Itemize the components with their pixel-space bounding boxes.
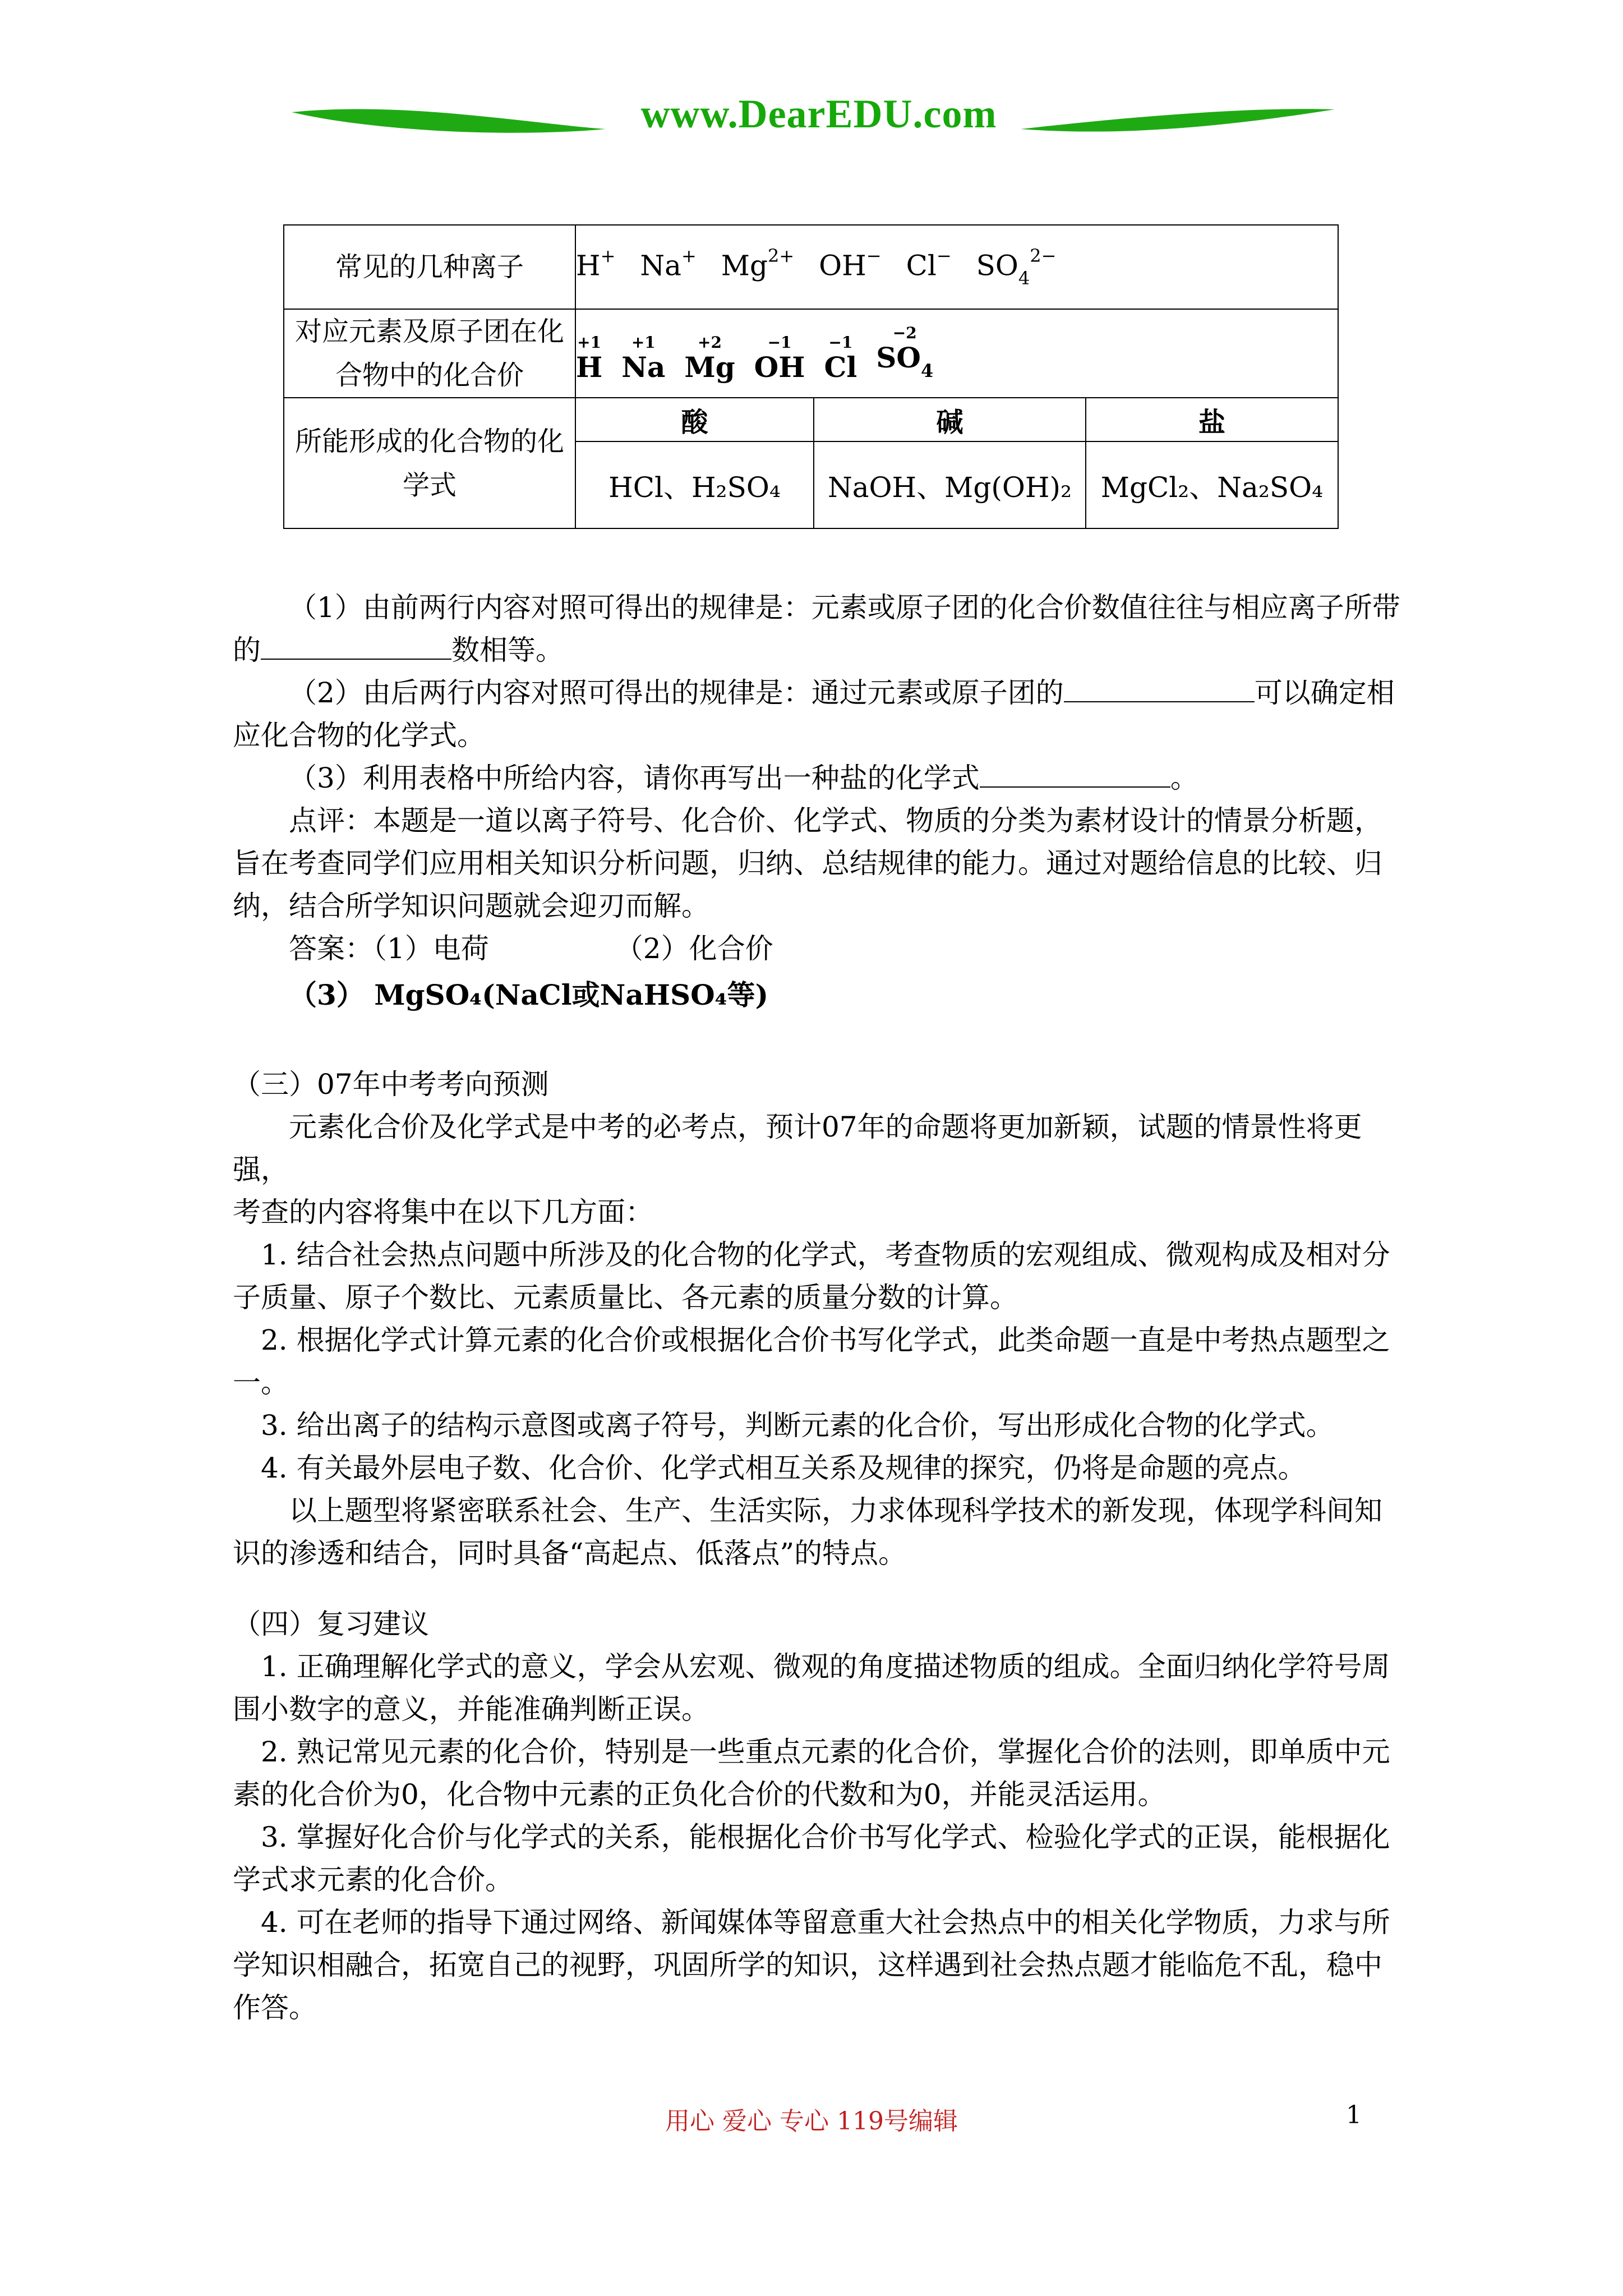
- section-3-para-1b: 考查的内容将集中在以下几方面：: [233, 1196, 653, 1228]
- ion-symbol: Cl−: [906, 245, 952, 282]
- section-4-item-3a: 3. 掌握好化合价与化学式的关系，能根据化合价书写化学式、检验化学式的正误，能根据化: [261, 1821, 1390, 1853]
- ion-list: [575, 225, 1338, 309]
- section-4-item-3b: 学式求元素的化合价。: [233, 1864, 513, 1896]
- row-label-ions: 常见的几种离子: [284, 225, 575, 309]
- section-4-item-4a: 4. 可在老师的指导下通过网络、新闻媒体等留意重大社会热点中的相关化学物质，力求与所: [261, 1906, 1390, 1939]
- section-4-title: （四）复习建议: [233, 1608, 429, 1640]
- ion-symbol: H+: [576, 245, 616, 282]
- valence-symbol: +1 Na: [621, 333, 666, 384]
- valence-list: [575, 309, 1338, 398]
- valence-symbol: +2 Mg: [684, 333, 735, 384]
- comment-line-2: 旨在考查同学们应用相关知识分析问题，归纳、总结规律的能力。通过对题给信息的比较、归: [233, 847, 1382, 880]
- section-3-item-4: 4. 有关最外层电子数、化合价、化学式相互关系及规律的探究，仍将是命题的亮点。: [261, 1452, 1306, 1484]
- answer-3: （3） MgSO₄(NaCl或NaHSO₄等): [289, 978, 769, 1011]
- site-brand-logo[interactable]: www.DearEDU.com: [640, 91, 997, 136]
- section-3-item-1a: 1. 结合社会热点问题中所涉及的化合物的化学式，考查物质的宏观组成、微观构成及相对分: [261, 1239, 1390, 1271]
- answer-blank-2[interactable]: [1064, 675, 1255, 702]
- question-1-line-1: （1）由前两行内容对照可得出的规律是：元素或原子团的化合价数值往往与相应离子所带: [289, 591, 1400, 624]
- question-2-line-1: （2）由后两行内容对照可得出的规律是：通过元素或原子团的 可以确定相: [289, 677, 1395, 709]
- acid-formula: HCl、H₂SO₄: [575, 441, 814, 528]
- valence-symbol: −2 $SO_4$: [876, 323, 934, 381]
- col-header-salt: 盐: [1086, 398, 1338, 441]
- col-header-base: 碱: [814, 398, 1086, 441]
- valence-symbol: −1 OH: [754, 333, 805, 384]
- site-header: [292, 84, 1335, 163]
- base-formula: NaOH、Mg(OH)₂: [814, 441, 1086, 528]
- section-3-item-2b: 一。: [233, 1366, 289, 1399]
- question-1-line-2: 的 数相等。: [233, 634, 564, 666]
- ion-symbol: $SO_4^{2-}$: [976, 245, 1057, 289]
- ion-table: [283, 224, 1339, 529]
- valence-symbol: +1 H: [576, 333, 603, 384]
- footer-editor-note: 用心 爱心 专心 119号编辑: [665, 2107, 958, 2136]
- answer-blank-1[interactable]: [261, 633, 451, 660]
- section-3-para-1a: 元素化合价及化学式是中考的必考点，预计07年的命题将更加新颖，试题的情景性将更强，: [233, 1111, 1362, 1186]
- section-4-item-4b: 学知识相融合，拓宽自己的视野，巩固所学的知识，这样遇到社会热点题才能临危不乱，稳中: [233, 1949, 1382, 1981]
- ion-symbol: Na+: [640, 245, 697, 282]
- valence-symbol: −1 Cl: [824, 333, 857, 384]
- section-3-para-2a: 以上题型将紧密联系社会、生产、生活实际，力求体现科学技术的新发现，体现学科间知: [289, 1494, 1382, 1527]
- section-3-title: （三）07年中考考向预测: [233, 1068, 549, 1101]
- section-4-item-2a: 2. 熟记常见元素的化合价，特别是一些重点元素的化合价，掌握化合价的法则，即单质中元: [261, 1736, 1390, 1768]
- answer-blank-3[interactable]: [980, 761, 1170, 788]
- row-label-compounds: 所能形成的化合物的化学式: [284, 398, 575, 528]
- comment-line-1: 点评：本题是一道以离子符号、化合价、化学式、物质的分类为素材设计的情景分析题，: [289, 804, 1382, 837]
- section-4-item-2b: 素的化合价为0，化合物中元素的正负化合价的代数和为0，并能灵活运用。: [233, 1778, 1166, 1811]
- section-3-item-1b: 子质量、原子个数比、元素质量比、各元素的质量分数的计算。: [233, 1281, 1018, 1314]
- section-4-item-1a: 1. 正确理解化学式的意义，学会从宏观、微观的角度描述物质的组成。全面归纳化学符号周: [261, 1650, 1390, 1683]
- page-number: 1: [1346, 2101, 1362, 2129]
- section-3-para-2b: 识的渗透和结合，同时具备“高起点、低落点”的特点。: [233, 1537, 907, 1570]
- salt-formula: MgCl₂、Na₂SO₄: [1086, 441, 1338, 528]
- question-2-line-2: 应化合物的化学式。: [233, 719, 485, 752]
- document-body: [233, 586, 1410, 2029]
- row-label-valence: 对应元素及原子团在化合物中的化合价: [284, 309, 575, 398]
- answer-line: 答案：（1）电荷 （2）化合价: [289, 932, 773, 965]
- col-header-acid: 酸: [575, 398, 814, 441]
- question-3: （3）利用表格中所给内容，请你再写出一种盐的化学式 。: [289, 762, 1198, 794]
- section-3-item-2a: 2. 根据化学式计算元素的化合价或根据化合价书写化学式，此类命题一直是中考热点题型之: [261, 1324, 1390, 1356]
- section-4-item-1b: 围小数字的意义，并能准确判断正误。: [233, 1693, 709, 1726]
- section-3-item-3: 3. 给出离子的结构示意图或离子符号，判断元素的化合价，写出形成化合物的化学式。: [261, 1409, 1334, 1442]
- ion-symbol: OH−: [819, 245, 882, 282]
- section-4-item-4c: 作答。: [233, 1991, 317, 2024]
- ion-symbol: $Mg^{2+}$: [721, 245, 795, 282]
- comment-line-3: 纳，结合所学知识问题就会迎刃而解。: [233, 890, 709, 922]
